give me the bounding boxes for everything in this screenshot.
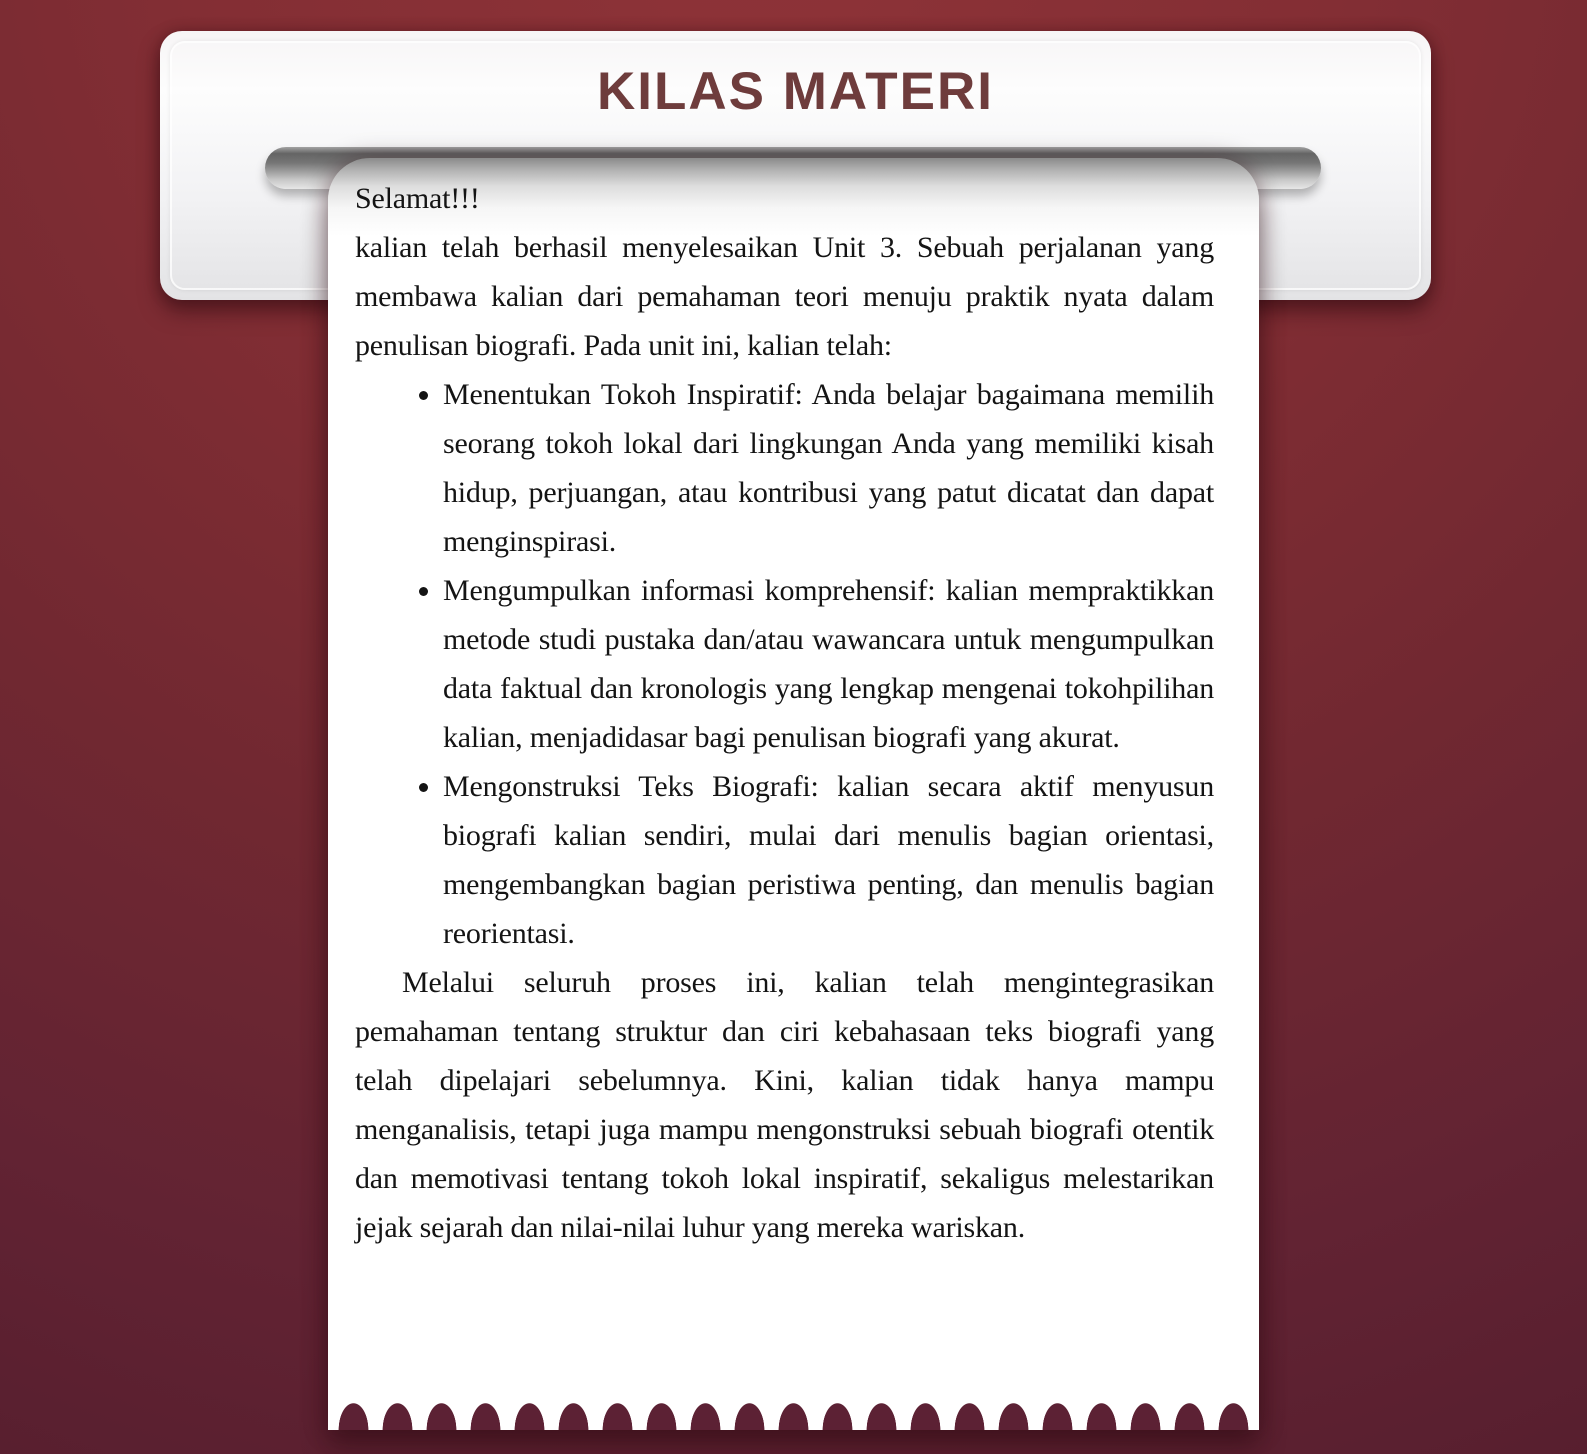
list-item: • Mengonstruksi Teks Biografi: kalian secara aktif menyusun biografi kalian sendiri, mulai dari menulis bagian orientasi, mengembangkan bagian peristiwa penting, dan menulis bagian reorientasi. [443, 762, 1214, 958]
paper-content [328, 158, 1259, 1252]
greeting-text: Selamat!!! [355, 182, 480, 215]
paper-sheet [328, 158, 1259, 1430]
page-title: KILAS MATERI [597, 62, 994, 121]
paper-torn-edge [328, 1403, 1259, 1430]
intro-paragraph: kalian telah berhasil menyelesaikan Unit 3. Sebuah perjalanan yang membawa kalian dari pemahaman teori menuju praktik nyata dalam penulisan biografi. Pada unit ini, kalian telah: [355, 231, 1214, 362]
closing-paragraph: Melalui seluruh proses ini, kalian telah mengintegrasikan pemahaman tentang struktur dan ciri kebahasaan teks biografi yang telah dipelajari sebelumnya. Kini, kalian tidak hanya mampu menganalisis, tetapi juga mampu mengonstruksi sebuah biografi otentik dan memotivasi tentang tokoh lokal inspiratif, sekaligus melestarikan jejak sejarah dan nilai-nilai luhur yang mereka wariskan. [355, 966, 1214, 1244]
list-item: • Menentukan Tokoh Inspiratif: Anda belajar bagaimana memilih seorang tokoh lokal dari lingkungan Anda yang memiliki kisah hidup, perjuangan, atau kontribusi yang patut dicatat dan dapat menginspirasi. [443, 370, 1214, 566]
summary-list [355, 370, 1214, 958]
list-item: • Mengumpulkan informasi komprehensif: kalian mempraktikkan metode studi pustaka dan/atau wawancara untuk mengumpulkan data faktual dan kronologis yang lengkap mengenai tokohpilihan kalian, menjadidasar bagi penulisan biografi yang akurat. [443, 566, 1214, 762]
